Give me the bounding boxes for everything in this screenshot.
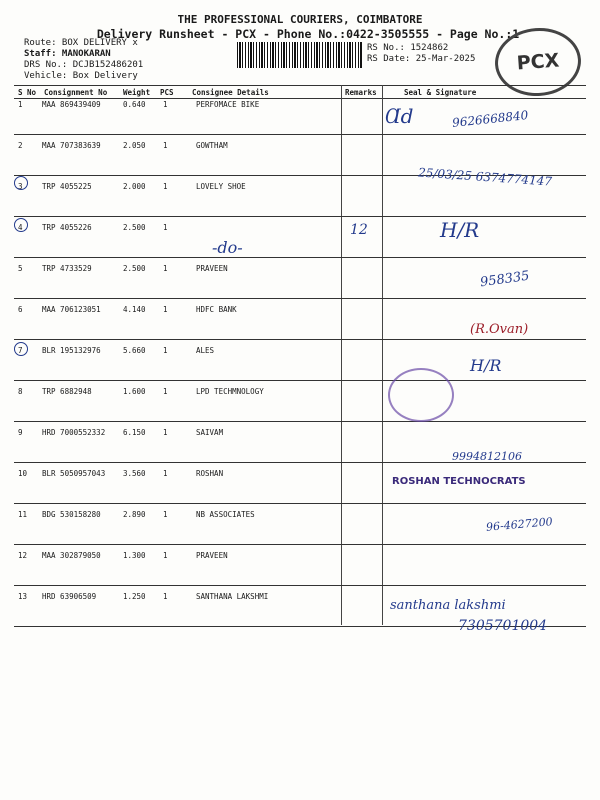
hand-ditto-4: -do- (212, 238, 243, 257)
row-sno: 9 (18, 428, 23, 437)
row-sno: 6 (18, 305, 23, 314)
runsheet-subtitle: Delivery Runsheet - PCX - Phone No.:0422-3505555 - Page No.:1 (96, 27, 520, 41)
stamp-text: PCX (516, 49, 560, 75)
row-weight: 1.250 (123, 592, 146, 601)
row-pcs: 1 (163, 182, 168, 191)
row-weight: 2.050 (123, 141, 146, 150)
row-weight: 4.140 (123, 305, 146, 314)
row-consignment-no: TRP 4055226 (42, 223, 92, 232)
table-row-rule (14, 134, 586, 135)
row-sno: 5 (18, 264, 23, 273)
row-pcs: 1 (163, 387, 168, 396)
row-sno: 13 (18, 592, 28, 601)
row-weight: 1.600 (123, 387, 146, 396)
col-weight: Weight (123, 88, 151, 97)
route-label: Route: BOX DELIVERY x (24, 38, 138, 48)
row-pcs: 1 (163, 510, 168, 519)
rs-date: RS Date: 25-Mar-2025 (367, 54, 476, 64)
row-sno: 12 (18, 551, 28, 560)
company-stamp-10: ROSHAN TECHNOCRATS (392, 476, 526, 487)
row-weight: 6.150 (123, 428, 146, 437)
table-top-rule (14, 85, 586, 86)
row-weight: 1.300 (123, 551, 146, 560)
row-sno: 2 (18, 141, 23, 150)
row-consignment-no: TRP 6882948 (42, 387, 92, 396)
col-consignment: Consignment No (44, 88, 108, 97)
row-sno: 4 (18, 223, 23, 232)
row-pcs: 1 (163, 305, 168, 314)
col-sno: S No (18, 88, 37, 97)
row-sno: 8 (18, 387, 23, 396)
row-consignment-no: HRD 7000552332 (42, 428, 106, 437)
row-consignee: ROSHAN (196, 469, 224, 478)
circle-mark-3 (14, 176, 28, 190)
row-consignment-no: BDG 530158280 (42, 510, 101, 519)
row-consignee: PRAVEEN (196, 551, 228, 560)
circle-mark-4 (14, 218, 28, 232)
row-consignee: PERFOMACE BIKE (196, 100, 260, 109)
table-row-rule (14, 298, 586, 299)
table-row-rule (14, 380, 586, 381)
col-consignee: Consignee Details (192, 88, 269, 97)
row-weight: 2.500 (123, 223, 146, 232)
hand-phone-12: 96-4627200 (485, 515, 554, 534)
vehicle-label: Vehicle: Box Delivery (24, 71, 138, 81)
row-consignment-no: HRD 63906509 (42, 592, 97, 601)
hand-date-phone-2: 25/03/25 6374774147 (417, 165, 553, 189)
circle-mark-7 (14, 342, 28, 356)
row-consignee: ALES (196, 346, 215, 355)
row-sno: 11 (18, 510, 28, 519)
row-pcs: 1 (163, 428, 168, 437)
hand-hr-8: H/R (470, 356, 502, 375)
row-consignee: SANTHANA LAKSHMI (196, 592, 269, 601)
row-pcs: 1 (163, 264, 168, 273)
col-signature: Seal & Signature (404, 88, 477, 97)
row-pcs: 1 (163, 592, 168, 601)
hand-phone-13: 7305701004 (458, 618, 548, 634)
row-consignee: LPD TECHMNOLOGY (196, 387, 264, 396)
seal-stamp-8 (388, 368, 454, 422)
row-consignee: NB ASSOCIATES (196, 510, 255, 519)
header-bottom-rule (14, 98, 586, 99)
hand-hr-3: H/R (440, 218, 480, 242)
table-row-rule (14, 257, 586, 258)
row-sno: 10 (18, 469, 28, 478)
row-pcs: 1 (163, 223, 168, 232)
row-pcs: 1 (163, 551, 168, 560)
row-consignee: GOWTHAM (196, 141, 228, 150)
row-pcs: 1 (163, 141, 168, 150)
row-pcs: 1 (163, 469, 168, 478)
staff-label: Staff: MANOKARAN (24, 49, 111, 59)
row-consignment-no: MAA 869439409 (42, 100, 101, 109)
row-consignee: SAIVAM (196, 428, 224, 437)
table-row-rule (14, 585, 586, 586)
row-consignment-no: BLR 195132976 (42, 346, 101, 355)
row-pcs: 1 (163, 100, 168, 109)
drs-label: DRS No.: DCJB152486201 (24, 60, 144, 70)
row-pcs: 1 (163, 346, 168, 355)
row-consignment-no: TRP 4733529 (42, 264, 92, 273)
row-weight: 2.890 (123, 510, 146, 519)
hand-phone-9: 9994812106 (452, 450, 522, 463)
row-sno: 7 (18, 346, 23, 355)
hand-name-13: santhana lakshmi (390, 598, 506, 613)
row-consignment-no: TRP 4055225 (42, 182, 92, 191)
hand-name-7: (R.Ovan) (470, 322, 529, 337)
row-consignee: PRAVEEN (196, 264, 228, 273)
table-row-rule (14, 421, 586, 422)
hand-phone-5: 958335 (479, 268, 531, 291)
table-row-rule (14, 544, 586, 545)
row-weight: 3.560 (123, 469, 146, 478)
table-row-rule (14, 216, 586, 217)
row-consignment-no: MAA 707383639 (42, 141, 101, 150)
company-title: THE PROFESSIONAL COURIERS, COIMBATORE (177, 13, 423, 26)
row-sno: 3 (18, 182, 23, 191)
table-row-rule (14, 503, 586, 504)
rs-number: RS No.: 1524862 (367, 43, 449, 53)
row-consignment-no: MAA 302879050 (42, 551, 101, 560)
table-row-rule (14, 339, 586, 340)
signature-1: Ɑd (385, 104, 414, 128)
col-remarks: Remarks (345, 88, 377, 97)
row-consignment-no: BLR 5050957043 (42, 469, 106, 478)
row-weight: 0.640 (123, 100, 146, 109)
col-pcs: PCS (160, 88, 174, 97)
barcode (237, 42, 362, 68)
row-consignee: LOVELY SHOE (196, 182, 246, 191)
row-weight: 2.500 (123, 264, 146, 273)
row-weight: 2.000 (123, 182, 146, 191)
hand-remark-4: 12 (350, 222, 368, 238)
row-sno: 1 (18, 100, 23, 109)
row-consignment-no: MAA 706123051 (42, 305, 101, 314)
row-weight: 5.660 (123, 346, 146, 355)
row-consignee: HDFC BANK (196, 305, 237, 314)
hand-phone-1: 9626668840 (451, 108, 529, 130)
